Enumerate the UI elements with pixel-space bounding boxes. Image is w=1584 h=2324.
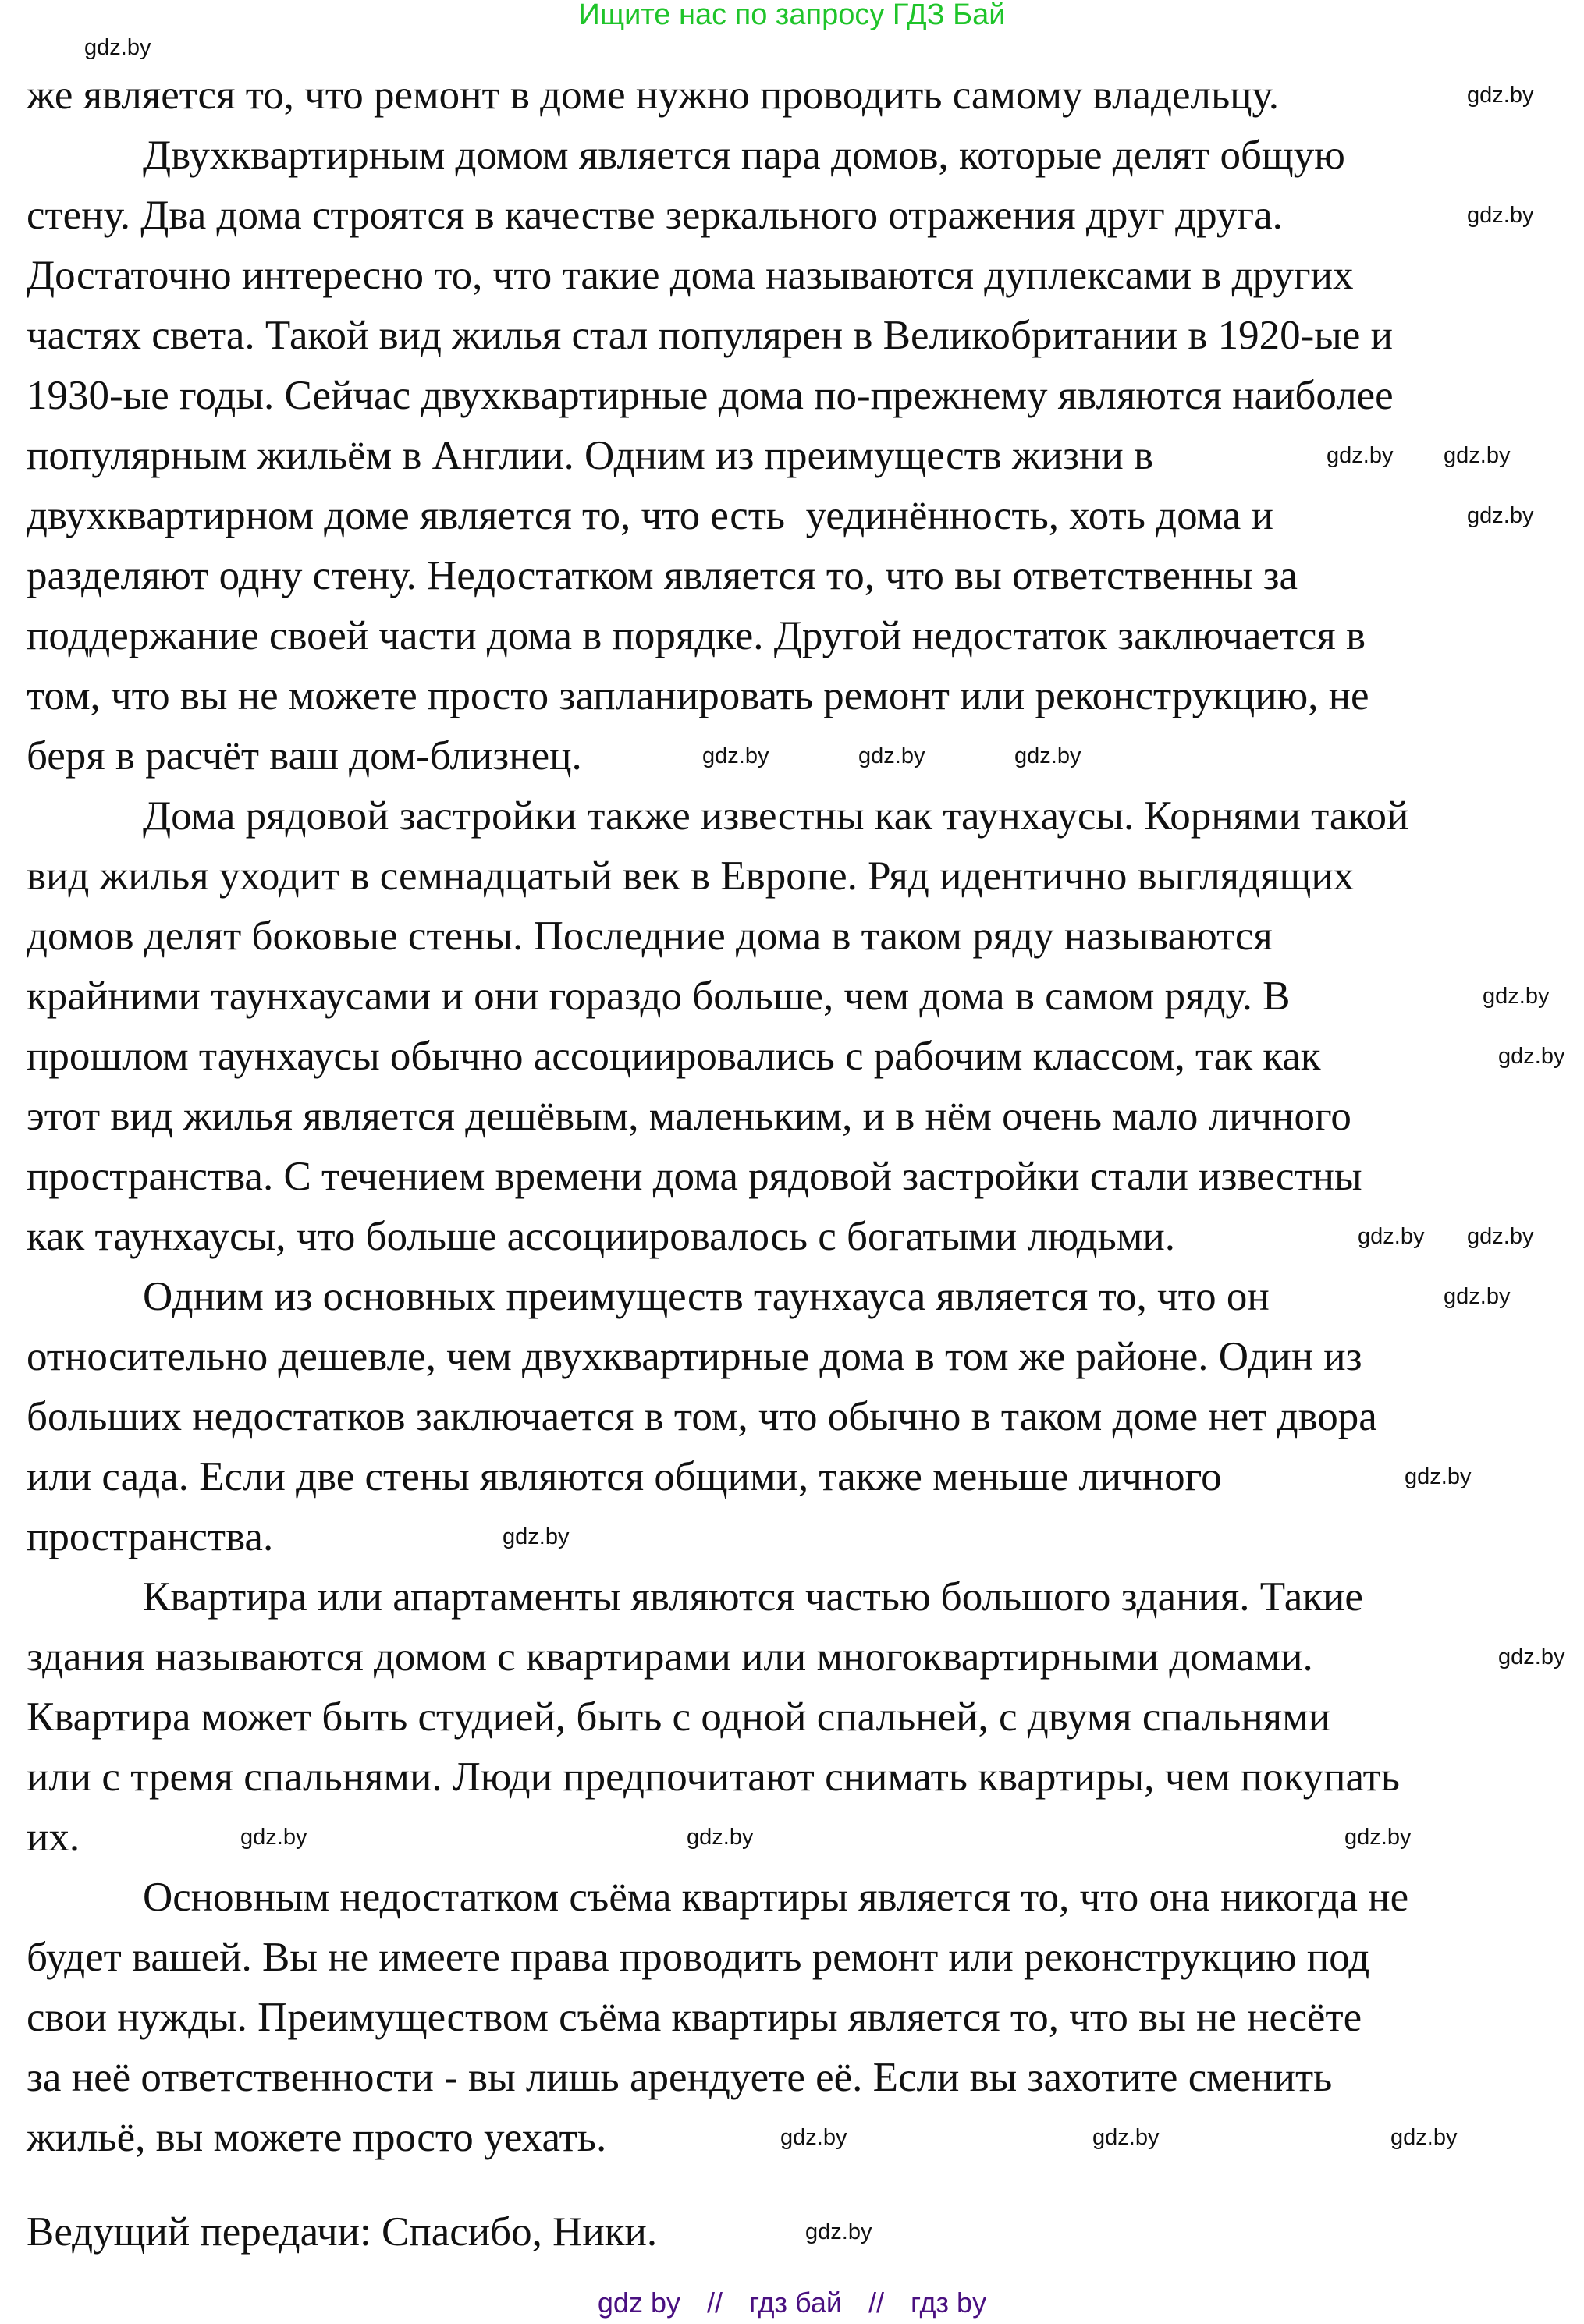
text-line: крайними таунхаусами и они гораздо больше, чем дома в самом ряду. В: [27, 974, 1291, 1019]
gdz-watermark: gdz.by: [1467, 1224, 1534, 1249]
text-line: их.: [27, 1815, 80, 1860]
text-line: частях света. Такой вид жилья стал популярен в Великобритании в 1920-ые и: [27, 313, 1394, 358]
text-line: Одним из основных преимуществ таунхауса является то, что он: [143, 1274, 1270, 1319]
gdz-watermark: gdz.by: [702, 743, 769, 768]
text-line: беря в расчёт ваш дом-близнец.: [27, 733, 582, 779]
text-line: Ведущий передачи: Спасибо, Ники.: [27, 2209, 658, 2255]
text-line: относительно дешевле, чем двухквартирные дома в том же районе. Один из: [27, 1334, 1362, 1379]
gdz-watermark: gdz.by: [1498, 1645, 1565, 1669]
gdz-watermark: gdz.by: [1444, 1284, 1511, 1309]
text-line: Квартира или апартаменты являются частью большого здания. Такие: [143, 1574, 1363, 1620]
text-line: или с тремя спальнями. Люди предпочитают снимать квартиры, чем покупать: [27, 1755, 1400, 1800]
text-line: Дома рядовой застройки также известны как таунхаусы. Корнями такой: [143, 793, 1409, 839]
text-line: будет вашей. Вы не имеете права проводить ремонт или реконструкцию под: [27, 1935, 1370, 1980]
text-line: Достаточно интересно то, что такие дома называются дуплексами в других: [27, 253, 1354, 298]
text-line: домов делят боковые стены. Последние дома в таком ряду называются: [27, 914, 1273, 959]
footer-part: gdz by: [597, 2287, 680, 2319]
gdz-watermark: gdz.by: [780, 2125, 847, 2150]
footer-part: гдз by: [911, 2287, 987, 2319]
footer-part: гдз бай: [749, 2287, 842, 2319]
text-line: 1930-ые годы. Сейчас двухквартирные дома по-прежнему являются наиболее: [27, 373, 1394, 418]
gdz-watermark: gdz.by: [1498, 1044, 1565, 1069]
text-line: разделяют одну стену. Недостатком является то, что вы ответственны за: [27, 553, 1298, 598]
text-line: этот вид жилья является дешёвым, маленьким, и в нём очень мало личного: [27, 1094, 1351, 1139]
gdz-watermark: gdz.by: [805, 2219, 872, 2244]
text-line: поддержание своей части дома в порядке. Другой недостаток заключается в: [27, 613, 1366, 658]
text-line: том, что вы не можете просто запланировать ремонт или реконструкцию, не: [27, 673, 1369, 718]
text-line: же является то, что ремонт в доме нужно проводить самому владельцу.: [27, 73, 1279, 118]
text-line: стену. Два дома строятся в качестве зеркального отражения друг друга.: [27, 193, 1283, 238]
gdz-watermark: gdz.by: [858, 743, 925, 768]
text-line: прошлом таунхаусы обычно ассоциировались с рабочим классом, так как: [27, 1034, 1321, 1079]
gdz-watermark: gdz.by: [1327, 443, 1394, 468]
gdz-watermark: gdz.by: [1444, 443, 1511, 468]
text-line: или сада. Если две стены являются общими, также меньше личного: [27, 1454, 1222, 1499]
text-line: популярным жильём в Англии. Одним из преимуществ жизни в: [27, 433, 1153, 478]
text-line: больших недостатков заключается в том, что обычно в таком доме нет двора: [27, 1394, 1377, 1439]
gdz-watermark: gdz.by: [1467, 503, 1534, 528]
text-line: Основным недостатком съёма квартиры является то, что она никогда не: [143, 1875, 1409, 1920]
gdz-watermark: gdz.by: [1405, 1464, 1472, 1489]
gdz-watermark: gdz.by: [1092, 2125, 1160, 2150]
gdz-watermark: gdz.by: [687, 1825, 754, 1850]
text-line: двухквартирном доме является то, что есть уединённость, хоть дома и: [27, 493, 1273, 538]
gdz-watermark: gdz.by: [1358, 1224, 1425, 1249]
search-banner: Ищите нас по запросу ГДЗ Бай: [578, 0, 1006, 31]
gdz-watermark: gdz.by: [1390, 2125, 1458, 2150]
text-line: Двухквартирным домом является пара домов, которые делят общую: [143, 133, 1345, 178]
gdz-watermark: gdz.by: [1467, 203, 1534, 228]
text-line: жильё, вы можете просто уехать.: [27, 2115, 607, 2160]
text-line: за неё ответственности - вы лишь арендуете её. Если вы захотите сменить: [27, 2055, 1333, 2100]
footer-separator: //: [707, 2287, 723, 2319]
gdz-watermark: gdz.by: [84, 35, 151, 60]
gdz-watermark: gdz.by: [1483, 984, 1550, 1009]
gdz-watermark: gdz.by: [1467, 83, 1534, 108]
text-line: как таунхаусы, что больше ассоциировалось с богатыми людьми.: [27, 1214, 1175, 1259]
text-line: Квартира может быть студией, быть с одной спальней, с двумя спальнями: [27, 1694, 1331, 1740]
text-line: здания называются домом с квартирами или многоквартирными домами.: [27, 1634, 1313, 1680]
text-line: вид жилья уходит в семнадцатый век в Европе. Ряд идентично выглядящих: [27, 853, 1355, 899]
footer-separator: //: [868, 2287, 885, 2319]
gdz-watermark: gdz.by: [1014, 743, 1081, 768]
gdz-watermark: gdz.by: [240, 1825, 307, 1850]
gdz-watermark: gdz.by: [503, 1524, 570, 1549]
text-line: свои нужды. Преимуществом съёма квартиры является то, что вы не несёте: [27, 1995, 1362, 2040]
gdz-watermark: gdz.by: [1344, 1825, 1412, 1850]
text-line: пространства. С течением времени дома рядовой застройки стали известны: [27, 1154, 1362, 1199]
footer-watermark: [0, 2286, 1584, 2320]
text-line: пространства.: [27, 1514, 274, 1559]
